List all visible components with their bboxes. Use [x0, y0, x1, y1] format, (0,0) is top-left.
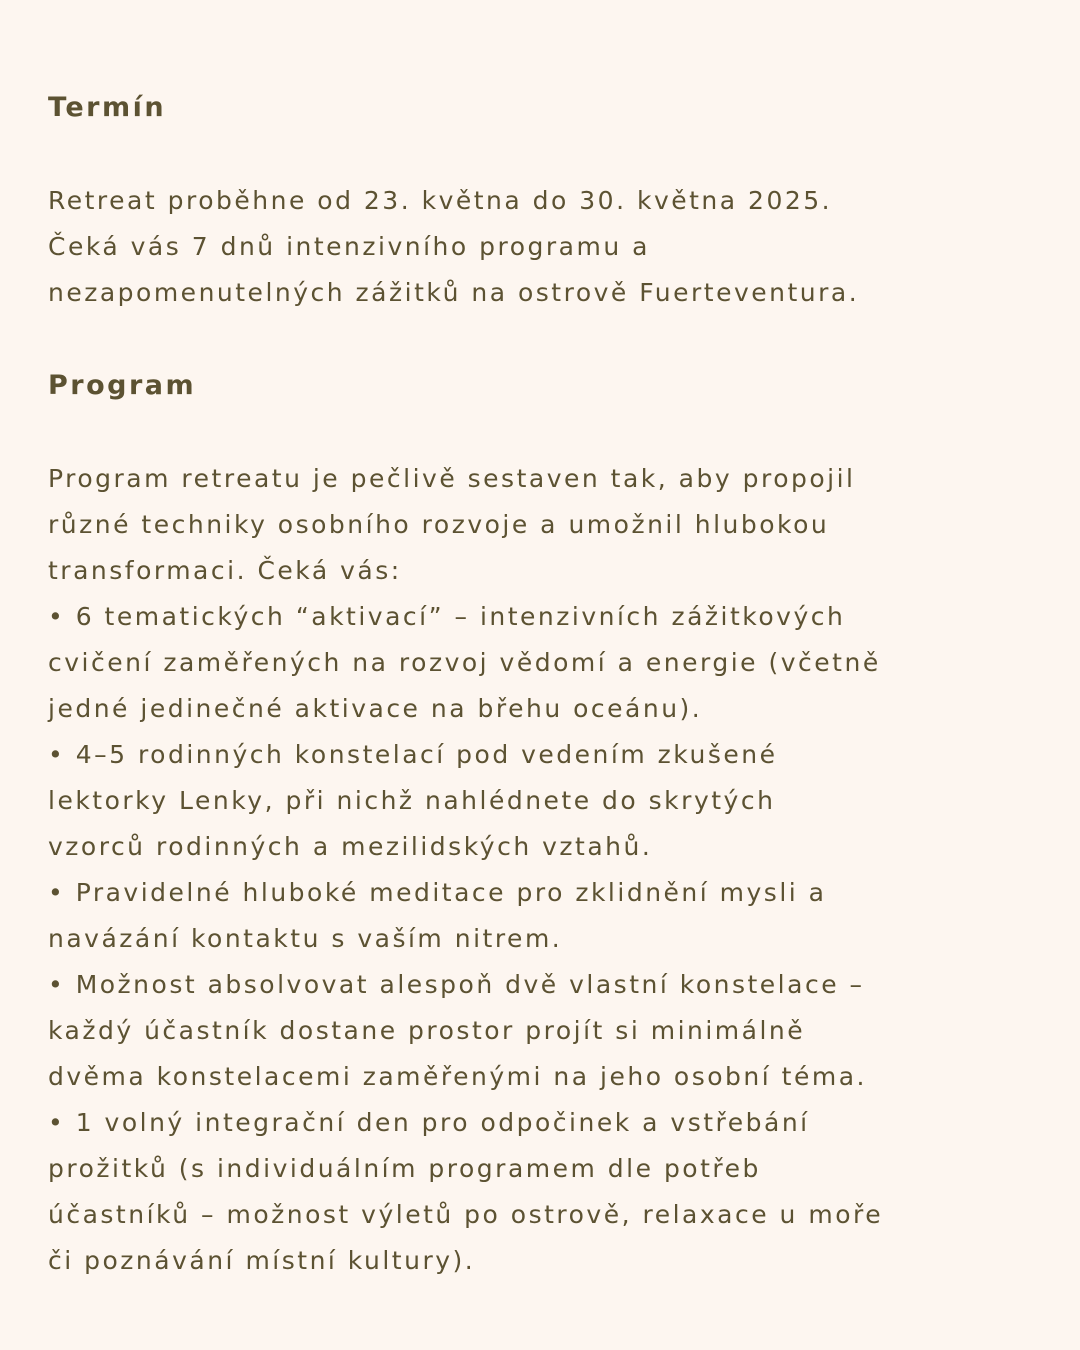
program-paragraph [48, 456, 1040, 1284]
text-line: či poznávání místní kultury). [48, 1246, 476, 1275]
bullet-line: • Pravidelné hluboké meditace pro zklidnění mysli a [48, 878, 827, 907]
bullet-line: • 6 tematických “aktivací” – intenzivních zážitkových [48, 602, 846, 631]
text-line: každý účastník dostane prostor projít si minimálně [48, 1016, 806, 1045]
text-line: prožitků (s individuálním programem dle potřeb [48, 1154, 761, 1183]
text-line: cvičení zaměřených na rozvoj vědomí a energie (včetně [48, 648, 881, 677]
text-line: lektorky Lenky, při nichž nahlédnete do skrytých [48, 786, 776, 815]
text-line: vzorců rodinných a mezilidských vztahů. [48, 832, 653, 861]
text-line: transformaci. Čeká vás: [48, 556, 402, 585]
bullet-line: • Možnost absolvovat alespoň dvě vlastní konstelace – [48, 970, 865, 999]
text-line: jedné jedinečné aktivace na břehu oceánu). [48, 694, 703, 723]
spacer [48, 138, 1040, 178]
section-heading-program: Program [48, 370, 197, 401]
text-line: různé techniky osobního rozvoje a umožnil hlubokou [48, 510, 830, 539]
spacer [48, 416, 1040, 456]
spacer [48, 316, 1040, 356]
text-line: Retreat proběhne od 23. května do 30. května 2025. [48, 186, 833, 215]
section-heading-termin: Termín [48, 92, 167, 123]
text-line: účastníků – možnost výletů po ostrově, relaxace u moře [48, 1200, 884, 1229]
text-line: Program retreatu je pečlivě sestaven tak, aby propojil [48, 464, 856, 493]
text-line: navázání kontaktu s vaším nitrem. [48, 924, 563, 953]
text-line: dvěma konstelacemi zaměřenými na jeho osobní téma. [48, 1062, 867, 1091]
bullet-line: • 1 volný integrační den pro odpočinek a vstřebání [48, 1108, 810, 1137]
bullet-line: • 4–5 rodinných konstelací pod vedením zkušené [48, 740, 778, 769]
text-line: nezapomenutelných zážitků na ostrově Fuerteventura. [48, 278, 860, 307]
text-line: Čeká vás 7 dnů intenzivního programu a [48, 232, 650, 261]
termin-paragraph [48, 178, 1040, 316]
